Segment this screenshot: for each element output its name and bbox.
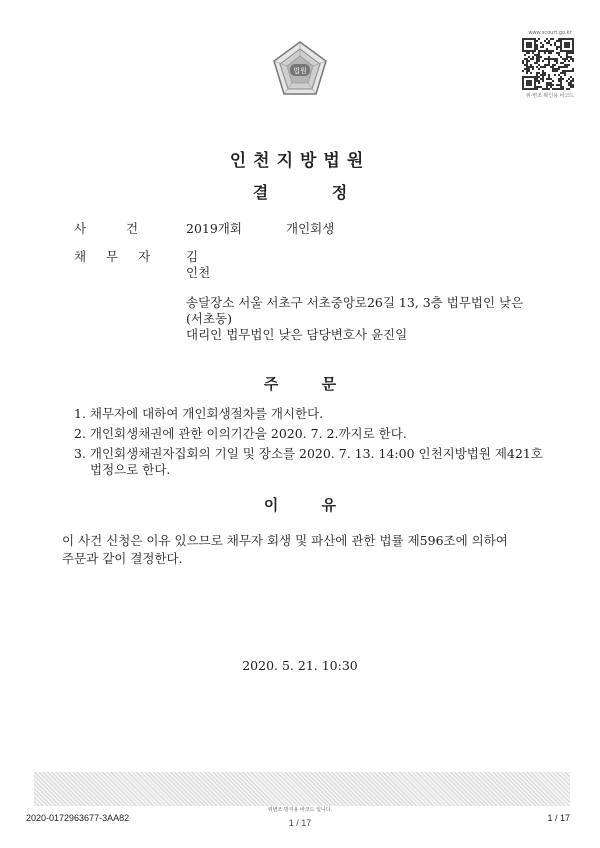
order-title: 주 문 (263, 375, 337, 393)
page-number-center: 1 / 17 (288, 818, 312, 828)
barcode-note: 위변조 방지용 바코드 입니다. (267, 807, 333, 813)
reason-line: 이 사건 신청은 이유 있으므로 채무자 회생 및 파산에 관한 법률 제596조에 의하여 (62, 533, 508, 548)
qr-url: www.scourt.go.kr (528, 30, 572, 36)
qr-code (522, 38, 574, 90)
anti-forgery-barcode (34, 772, 570, 806)
debtor-name: 김 (186, 249, 199, 264)
reason-title: 이 유 (263, 496, 337, 514)
seal-text: 법원 (293, 67, 307, 75)
debtor-label: 채 무 자 (74, 249, 151, 264)
order-item: 3. 개인회생채권자집회의 기일 및 장소를 2020. 7. 13. 14:00 인천지방법원 제421호 (74, 446, 543, 461)
case-number: 2019개회 (186, 221, 242, 236)
page-number-right: 1 / 17 (547, 813, 570, 823)
qr-caption: 위·변조 확인용 바코드 (525, 93, 575, 99)
case-type: 개인회생 (286, 221, 335, 236)
order-item: 법정으로 한다. (90, 462, 171, 477)
court-seal (271, 40, 329, 98)
order-item: 2. 개인회생채권에 관한 이의기간을 2020. 7. 2.까지로 한다. (74, 426, 407, 441)
reason-line: 주문과 같이 결정한다. (62, 551, 183, 566)
case-label: 사 건 (74, 221, 139, 236)
service-line-1: 송달장소 서울 서초구 서초중앙로26길 13, 3층 법무법인 낮은 (186, 295, 524, 310)
court-name: 인천지방법원 (229, 151, 371, 171)
service-line-3: 대리인 법무법인 낮은 담당변호사 윤진일 (186, 327, 408, 342)
document-id: 2020-0172963677-3AA82 (26, 813, 130, 823)
debtor-address: 인천 (186, 265, 211, 280)
service-line-2: (서초동) (186, 311, 232, 326)
document-title: 결 정 (252, 183, 348, 202)
decision-date: 2020. 5. 21. 10:30 (242, 658, 358, 673)
order-item: 1. 채무자에 대하여 개인회생절차를 개시한다. (74, 406, 324, 421)
